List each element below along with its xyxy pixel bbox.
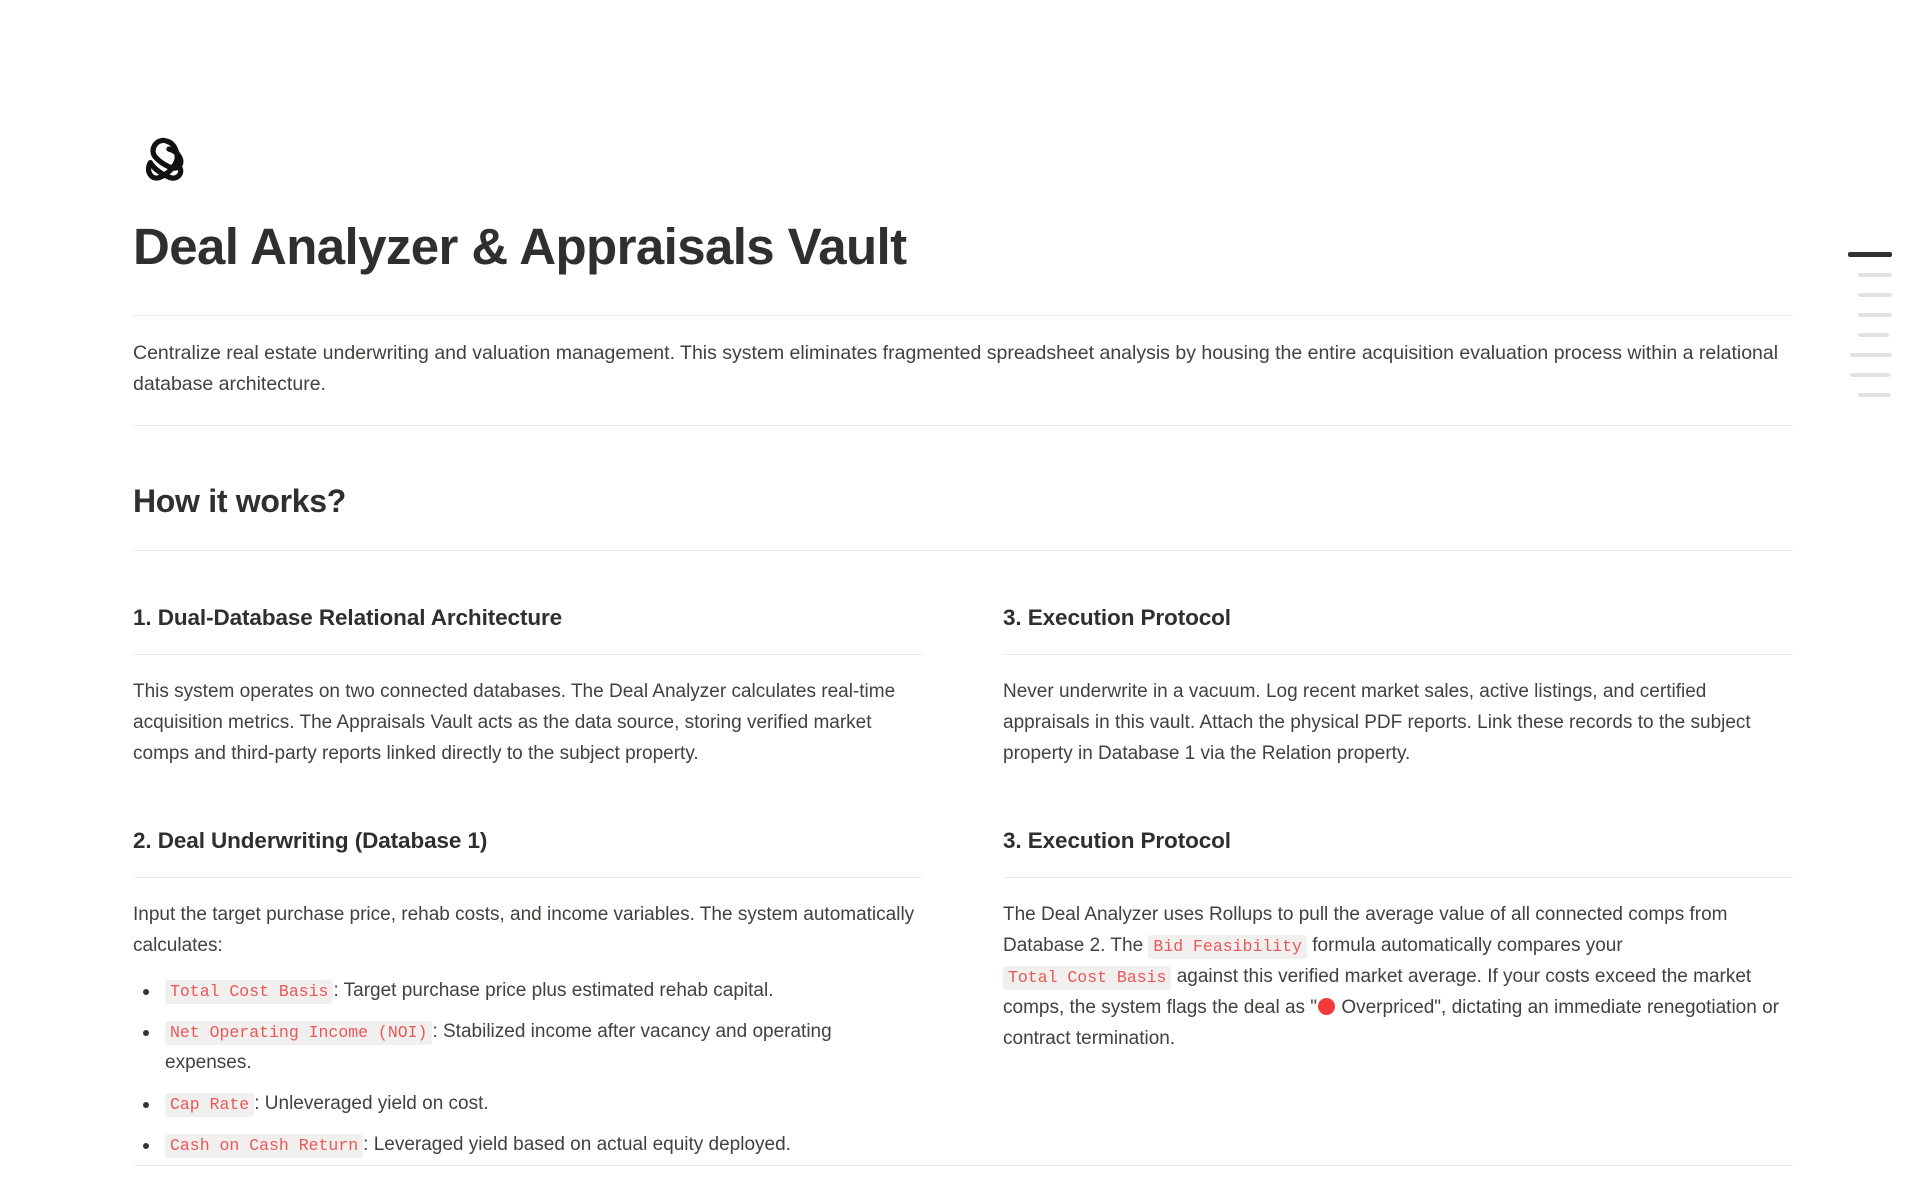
table-of-contents-minimap[interactable] [1848, 252, 1912, 413]
bottom-divider [133, 1165, 1793, 1166]
toc-mark[interactable] [1850, 373, 1890, 377]
block-rich-paragraph [1003, 878, 1793, 1055]
block-deal-underwriting [133, 828, 923, 1161]
code-chip: Bid Feasibility [1148, 935, 1307, 959]
code-chip: Total Cost Basis [165, 980, 333, 1004]
toc-mark[interactable] [1848, 252, 1892, 257]
list-item-text: : Unleveraged yield on cost. [254, 1093, 489, 1115]
paragraph-text-part: Overpriced", dictating an immediate renegotiation or contract termination. [1003, 997, 1779, 1050]
paragraph-text-part: The Deal Analyzer uses Rollups to pull the average value of all connected comps from Database 2. The [1003, 904, 1728, 957]
block-heading: 1. Dual-Database Relational Architecture [133, 605, 563, 631]
document-content [133, 0, 1793, 1171]
code-chip: Total Cost Basis [1003, 966, 1171, 990]
block-paragraph: Input the target purchase price, rehab costs, and income variables. The system automatically calculates: [133, 904, 915, 957]
list-item-text: : Stabilized income after vacancy and operating expenses. [165, 1021, 832, 1074]
code-chip: Cap Rate [165, 1093, 254, 1117]
block-heading: 3. Execution Protocol [1003, 828, 1231, 854]
page-title: Deal Analyzer & Appraisals Vault [133, 218, 907, 275]
toc-mark[interactable] [1850, 353, 1892, 357]
block-execution-protocol-2 [1003, 828, 1793, 1055]
list-item [133, 976, 923, 1007]
paragraph-text-part: against this verified market average. If your costs exceed the market comps, the system flags the deal as " [1003, 966, 1752, 1019]
toc-mark[interactable] [1858, 273, 1892, 277]
two-column-layout [133, 551, 1793, 1171]
paragraph-text-part: formula automatically compares your [1306, 935, 1623, 957]
trefoil-knot-logo [133, 128, 195, 190]
intro-paragraph: Centralize real estate underwriting and valuation management. This system eliminates fragmented spreadsheet analysis by housing the entire acquisition evaluation process within a relational database architecture. [133, 342, 1779, 395]
left-column [133, 605, 923, 1171]
block-paragraph: This system operates on two connected databases. The Deal Analyzer calculates real-time acquisition metrics. The Appraisals Vault acts as the data source, storing verified market comps and third-party reports linked directly to the subject property. [133, 681, 896, 765]
red-circle-emoji [1318, 998, 1335, 1015]
block-execution-protocol-1 [1003, 605, 1793, 770]
code-chip: Cash on Cash Return [165, 1134, 363, 1158]
toc-mark[interactable] [1858, 313, 1892, 317]
list-item-text: : Leveraged yield based on actual equity deployed. [363, 1134, 791, 1156]
toc-mark[interactable] [1858, 393, 1891, 397]
block-spacer [133, 770, 923, 828]
right-column [1003, 605, 1793, 1171]
list-item-text: : Target purchase price plus estimated rehab capital. [333, 980, 774, 1002]
block-paragraph: Never underwrite in a vacuum. Log recent market sales, active listings, and certified appraisals in this vault. Attach the physical PDF reports. Link these records to the subject property in Database 1 via the Relation property. [1003, 681, 1751, 765]
metrics-bullet-list [133, 962, 923, 1161]
block-dual-database [133, 605, 923, 770]
block-spacer [1003, 770, 1793, 828]
code-chip: Net Operating Income (NOI) [165, 1021, 432, 1045]
toc-mark[interactable] [1858, 293, 1892, 297]
toc-mark[interactable] [1858, 333, 1889, 337]
section-heading-how-it-works: How it works? [133, 483, 347, 520]
list-item [133, 1130, 923, 1161]
list-item [133, 1089, 923, 1120]
block-heading: 2. Deal Underwriting (Database 1) [133, 828, 488, 854]
list-item [133, 1017, 923, 1079]
block-heading: 3. Execution Protocol [1003, 605, 1231, 631]
